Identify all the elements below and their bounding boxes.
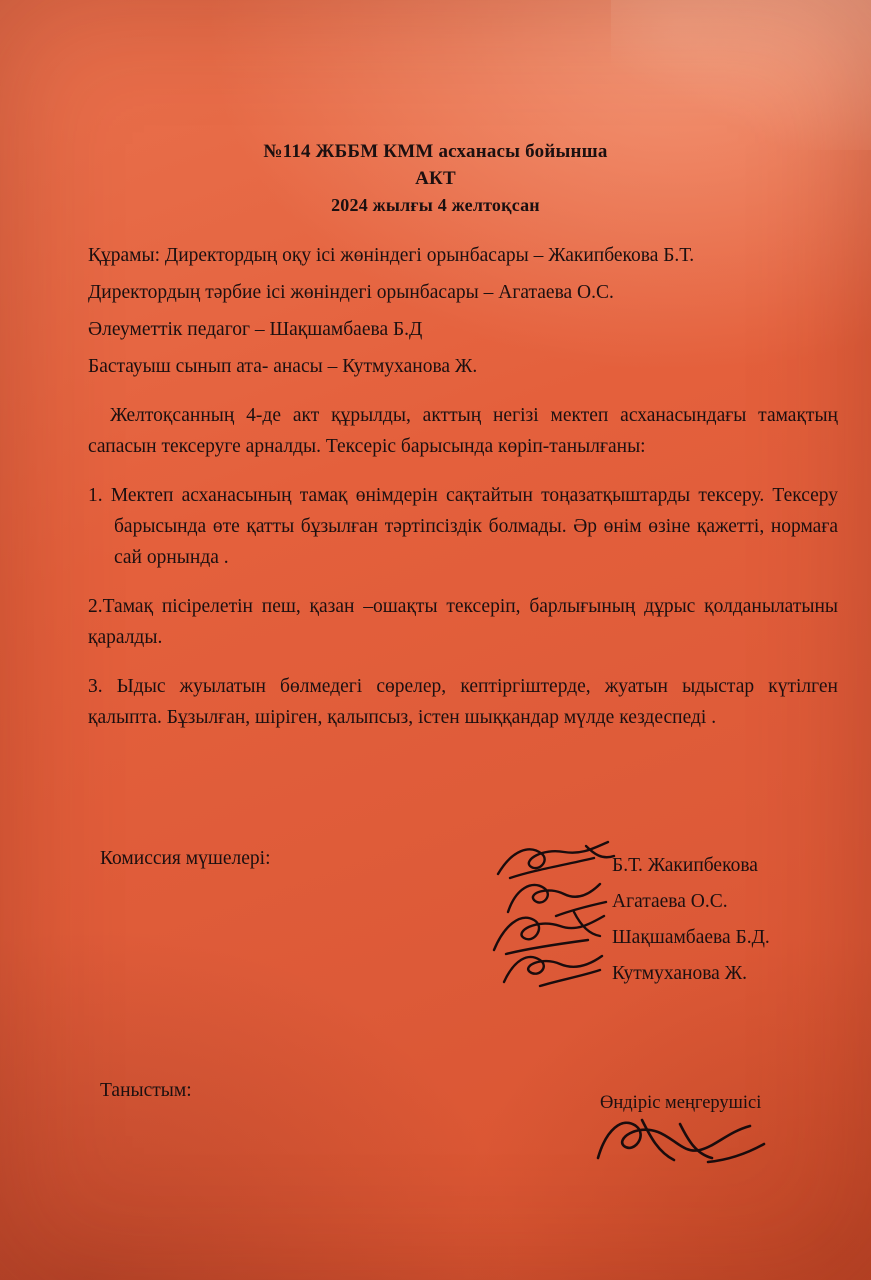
handwritten-signature-4 [496,948,616,990]
composition-line-2: Директордың тәрбие ісі жөніндегі орынбасары – Агатаева О.С. [88,282,614,303]
photo-highlight [611,0,871,150]
title-line-2: АКТ [415,168,456,189]
handwritten-signature-production-manager [588,1110,768,1180]
document-title-block [0,138,871,219]
commission-members-names [612,848,770,992]
production-manager-label: Өндіріс меңгерушісі [600,1093,762,1113]
document-body [88,240,838,742]
item-2: 2.Тамақ пісірелетін пеш, қазан –ошақты тексеріп, барлығының дұрыс қолданылатыны қаралды. [88,596,838,648]
item-3: 3. Ыдыс жуылатын бөлмедегі сөрелер, кептіргіштерде, жуатын ыдыстар күтілген қалыпта. Бұзылған, шіріген, қалыпсыз, істен шыққандар мүлде кездеспеді . [88,676,838,728]
commission-members-label: Комиссия мүшелері: [100,848,271,869]
signer-name-4: Кутмуханова Ж. [612,963,748,984]
intro-paragraph: Желтоқсанның 4-де акт құрылды, акттың негізі мектеп асханасындағы тамақтың сапасын тексеруге арналды. Тексеріс барысында көріп-танылғаны: [88,405,838,457]
item-1: 1. Мектеп асханасының тамақ өнімдерін сақтайтын тоңазатқыштарды тексеру. Тексеру барысында өте қатты бұзылған тәртіпсіздік болмады. Әр өнім өзіне қажетті, нормаға сай орнында . [88,485,838,568]
title-line-3: 2024 жылғы 4 желтоқсан [331,195,540,215]
title-line-1: №114 ЖББМ КММ асханасы бойынша [263,141,608,162]
signer-name-3: Шақшамбаева Б.Д. [612,927,770,948]
composition-line-4: Бастауыш сынып ата- анасы – Кутмуханова Ж. [88,356,478,377]
acknowledgement-label: Таныстым: [100,1080,192,1101]
signer-name-2: Агатаева О.С. [612,891,728,912]
composition-line-1: Құрамы: Директордың оқу ісі жөніндегі орынбасары – Жакипбекова Б.Т. [88,245,695,266]
signer-name-1: Б.Т. Жакипбекова [612,855,758,876]
composition-line-3: Әлеуметтік педагог – Шақшамбаева Б.Д [88,319,423,340]
